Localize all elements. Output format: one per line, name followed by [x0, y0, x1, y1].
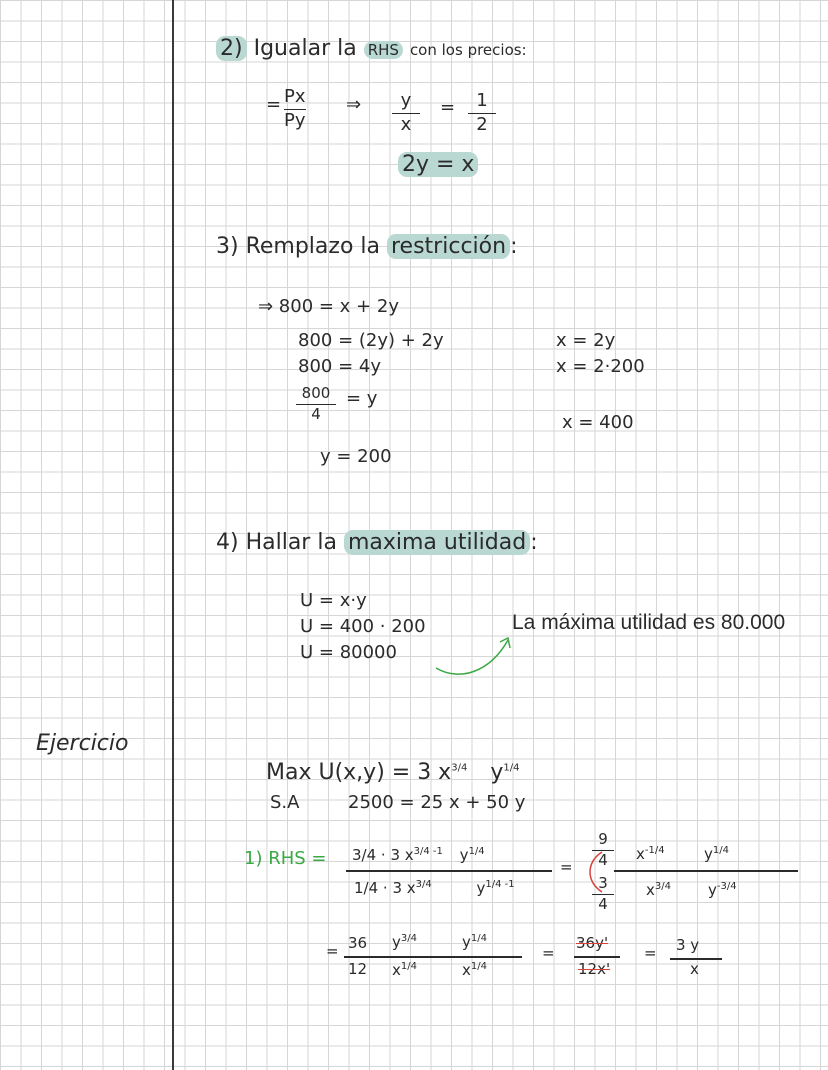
y-neg-three-quarter: $y^{-3/4}$ [708, 881, 737, 899]
step4-conclusion: La máxima utilidad es 80.000 [512, 611, 786, 634]
r2-eq: = [326, 942, 339, 960]
x-three-quarter: $x^{3/4}$ [646, 881, 671, 899]
implies-arrow: ⇒ [346, 94, 362, 115]
conclusion-arrow [430, 632, 520, 682]
r4-eq: = [644, 944, 657, 962]
step4-title-hl: maxima utilidad [344, 530, 530, 555]
step3-title-post: : [510, 234, 518, 259]
r3-num: 36y' [576, 934, 609, 952]
step3-frac-rhs: = y [346, 388, 378, 409]
step2-title-post: con los precios: [409, 41, 527, 59]
frac-den: 4 [311, 405, 321, 424]
r2-bar [344, 956, 522, 958]
rhs-denominator: 1/4 · 3 $x^{3/4}$ $y^{1/4 -1}$ [354, 879, 515, 897]
step3-line3: 800 = 4y [298, 356, 381, 377]
step3-title-hl: restricción [387, 234, 510, 259]
x-neg-quarter: $x^{-1/4}$ [636, 845, 665, 863]
step3-x-line1: x = 2y [556, 330, 616, 351]
rhs-bar [346, 870, 552, 872]
sa-label: S.A [270, 792, 300, 813]
r2-den: 12 [348, 960, 368, 978]
py: Py [284, 110, 306, 132]
y-num: y [400, 90, 412, 111]
step2-eq-sign: = [266, 94, 282, 115]
r4-den: x [690, 960, 699, 978]
step3-line2: 800 = (2y) + 2y [298, 330, 444, 351]
step2-title-pre: Igualar la [253, 36, 357, 61]
r4-num: 3 y [676, 936, 700, 954]
sidebar-label: Ejercicio [36, 731, 129, 756]
r2-x14b: $x^{1/4}$ [462, 961, 487, 979]
nine-fourths: 9 4 [592, 832, 614, 869]
rhs-numerator: 3/4 · 3 $x^{3/4 -1}$ $y^{1/4}$ [352, 846, 485, 864]
r3-bar [574, 956, 620, 958]
step4-line2: U = 400 · 200 [300, 616, 426, 637]
y-quarter: $y^{1/4}$ [704, 845, 729, 863]
step4-heading [216, 532, 538, 554]
one-half-fraction [468, 92, 496, 135]
max-objective: Max U(x,y) = 3 $x^{3/4}$ $y^{1/4}$ [266, 760, 520, 785]
step2-heading [216, 38, 527, 60]
rhs-eq2: = [560, 858, 573, 876]
step3-y-result: y = 200 [320, 446, 392, 467]
step4-line1: U = x·y [300, 590, 367, 611]
px: Px [284, 86, 306, 107]
step4-title-post: : [530, 530, 538, 555]
step4-line3: U = 80000 [300, 642, 397, 663]
r2-x14: $x^{1/4}$ [392, 961, 417, 979]
step3-x-result: x = 400 [562, 412, 634, 433]
three-fourths: 3 4 [592, 876, 614, 913]
step3-title-pre: 3) Remplazo la [216, 234, 380, 259]
equals-sign: = [440, 97, 456, 118]
step3-x-line2: x = 2·200 [556, 356, 645, 377]
step2-number: 2) [216, 36, 247, 61]
step4-title-pre: 4) Hallar la [216, 530, 337, 555]
step2-title-hl: RHS [364, 41, 403, 59]
x-den: x [400, 114, 412, 136]
r3-den: 12x' [578, 960, 611, 978]
one: 1 [476, 90, 488, 111]
red-cancel-arrow [580, 848, 610, 898]
two: 2 [476, 114, 488, 136]
r2-num: 36 [348, 934, 368, 952]
r2-y14: $y^{1/4}$ [462, 933, 487, 951]
step3-fraction [296, 386, 336, 423]
step2-result: 2y = x [398, 154, 478, 176]
y-over-x-fraction [392, 92, 420, 135]
rhs-label: 1) RHS = [244, 848, 327, 869]
step3-line1: ⇒ 800 = x + 2y [258, 296, 399, 317]
px-py-fraction [284, 88, 306, 131]
frac-num: 800 [301, 384, 331, 402]
simplified-bar [614, 870, 798, 872]
sa-equation: 2500 = 25 x + 50 y [348, 792, 526, 813]
r3-eq: = [542, 944, 555, 962]
margin-line [172, 0, 174, 1070]
r2-y34: $y^{3/4}$ [392, 933, 417, 951]
step3-heading [216, 236, 517, 258]
